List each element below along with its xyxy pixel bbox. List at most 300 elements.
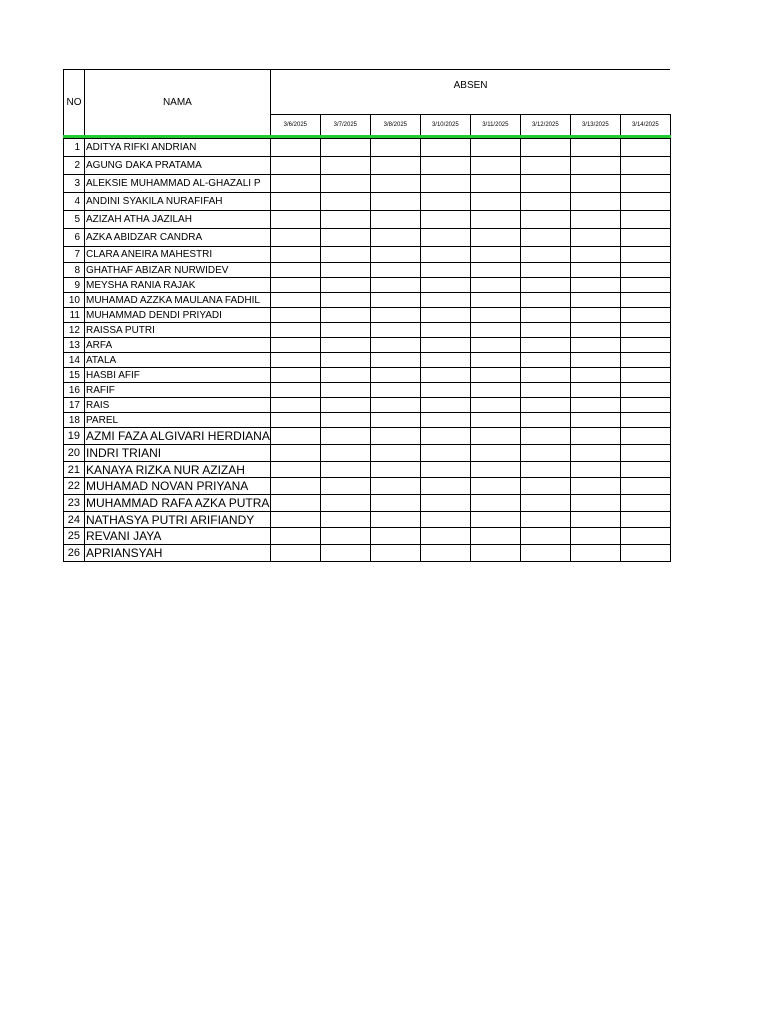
attendance-cell[interactable]	[370, 247, 420, 263]
attendance-cell[interactable]	[270, 338, 320, 353]
attendance-cell[interactable]	[470, 512, 520, 528]
attendance-cell[interactable]	[570, 139, 620, 157]
student-row	[64, 211, 671, 229]
attendance-cell[interactable]	[520, 445, 570, 462]
attendance-cell[interactable]	[520, 368, 570, 383]
attendance-cell[interactable]	[370, 139, 420, 157]
student-number: 12	[64, 323, 85, 338]
student-row	[64, 338, 671, 353]
header-row	[64, 70, 671, 115]
attendance-cell[interactable]	[270, 175, 320, 193]
student-number: 20	[64, 445, 85, 462]
attendance-cell[interactable]	[470, 308, 520, 323]
attendance-cell[interactable]	[520, 193, 570, 211]
student-name: MUHAMMAD DENDI PRIYADI	[85, 308, 271, 323]
attendance-cell[interactable]	[570, 193, 620, 211]
attendance-cell[interactable]	[370, 428, 420, 445]
student-number: 21	[64, 462, 85, 478]
attendance-cell[interactable]	[470, 353, 520, 368]
attendance-cell[interactable]	[320, 211, 370, 229]
attendance-cell[interactable]	[270, 398, 320, 413]
attendance-cell[interactable]	[320, 229, 370, 247]
student-number: 25	[64, 528, 85, 545]
attendance-cell[interactable]	[570, 478, 620, 495]
attendance-cell[interactable]	[570, 229, 620, 247]
attendance-cell[interactable]	[620, 383, 670, 398]
student-name: ALEKSIE MUHAMMAD AL-GHAZALI P	[85, 175, 271, 193]
student-name: ATALA	[85, 353, 271, 368]
attendance-cell[interactable]	[620, 428, 670, 445]
attendance-cell[interactable]	[470, 323, 520, 338]
student-number: 9	[64, 278, 85, 293]
student-number: 6	[64, 229, 85, 247]
attendance-cell[interactable]	[420, 428, 470, 445]
attendance-cell[interactable]	[570, 512, 620, 528]
attendance-cell[interactable]	[620, 353, 670, 368]
attendance-cell[interactable]	[320, 545, 370, 562]
attendance-cell[interactable]	[420, 528, 470, 545]
attendance-cell[interactable]	[320, 247, 370, 263]
attendance-cell[interactable]	[620, 528, 670, 545]
attendance-cell[interactable]	[570, 323, 620, 338]
attendance-cell[interactable]	[270, 247, 320, 263]
attendance-cell[interactable]	[520, 462, 570, 478]
attendance-cell[interactable]	[520, 383, 570, 398]
attendance-cell[interactable]	[620, 338, 670, 353]
attendance-cell[interactable]	[370, 263, 420, 278]
attendance-cell[interactable]	[270, 383, 320, 398]
attendance-cell[interactable]	[270, 545, 320, 562]
attendance-cell[interactable]	[520, 495, 570, 512]
attendance-cell[interactable]	[270, 278, 320, 293]
attendance-cell[interactable]	[370, 462, 420, 478]
student-number: 23	[64, 495, 85, 512]
attendance-cell[interactable]	[270, 353, 320, 368]
attendance-cell[interactable]	[420, 175, 470, 193]
attendance-cell[interactable]	[470, 528, 520, 545]
student-name: APRIANSYAH	[85, 545, 271, 562]
attendance-cell[interactable]	[270, 263, 320, 278]
student-name: HASBI AFIF	[85, 368, 271, 383]
attendance-cell[interactable]	[370, 175, 420, 193]
attendance-cell[interactable]	[320, 383, 370, 398]
attendance-cell[interactable]	[520, 478, 570, 495]
attendance-cell[interactable]	[520, 528, 570, 545]
attendance-cell[interactable]	[420, 308, 470, 323]
column-header-nama: NAMA	[85, 70, 271, 137]
attendance-cell[interactable]	[470, 263, 520, 278]
student-name: MUHAMAD AZZKA MAULANA FADHIL	[85, 293, 271, 308]
date-header: 3/14/2025	[620, 115, 670, 137]
attendance-cell[interactable]	[570, 383, 620, 398]
attendance-cell[interactable]	[270, 308, 320, 323]
attendance-cell[interactable]	[470, 211, 520, 229]
student-name: PAREL	[85, 413, 271, 428]
attendance-cell[interactable]	[570, 462, 620, 478]
student-row	[64, 398, 671, 413]
attendance-cell[interactable]	[470, 175, 520, 193]
student-roster	[64, 139, 671, 562]
attendance-cell[interactable]	[620, 293, 670, 308]
attendance-cell[interactable]	[420, 229, 470, 247]
attendance-cell[interactable]	[320, 512, 370, 528]
attendance-cell[interactable]	[570, 368, 620, 383]
attendance-cell[interactable]	[320, 462, 370, 478]
student-name: MEYSHA RANIA RAJAK	[85, 278, 271, 293]
student-name: GHATHAF ABIZAR NURWIDEV	[85, 263, 271, 278]
column-header-no: NO	[64, 70, 85, 137]
attendance-cell[interactable]	[470, 413, 520, 428]
student-number: 5	[64, 211, 85, 229]
attendance-cell[interactable]	[620, 495, 670, 512]
student-number: 19	[64, 428, 85, 445]
attendance-cell[interactable]	[620, 462, 670, 478]
attendance-cell[interactable]	[620, 478, 670, 495]
attendance-cell[interactable]	[420, 413, 470, 428]
attendance-cell[interactable]	[320, 413, 370, 428]
attendance-cell[interactable]	[470, 247, 520, 263]
student-row	[64, 263, 671, 278]
attendance-cell[interactable]	[370, 293, 420, 308]
attendance-cell[interactable]	[470, 462, 520, 478]
attendance-cell[interactable]	[520, 157, 570, 175]
attendance-cell[interactable]	[620, 211, 670, 229]
student-number: 15	[64, 368, 85, 383]
attendance-cell[interactable]	[470, 278, 520, 293]
student-row	[64, 545, 671, 562]
attendance-cell[interactable]	[470, 157, 520, 175]
attendance-cell[interactable]	[370, 157, 420, 175]
student-row	[64, 323, 671, 338]
attendance-cell[interactable]	[370, 193, 420, 211]
student-name: ADITYA RIFKI ANDRIAN	[85, 139, 271, 157]
attendance-cell[interactable]	[320, 263, 370, 278]
attendance-cell[interactable]	[520, 545, 570, 562]
attendance-cell[interactable]	[320, 353, 370, 368]
student-row	[64, 193, 671, 211]
date-header: 3/8/2025	[370, 115, 420, 137]
attendance-cell[interactable]	[620, 413, 670, 428]
student-number: 8	[64, 263, 85, 278]
student-row	[64, 512, 671, 528]
student-name: RAFIF	[85, 383, 271, 398]
attendance-cell[interactable]	[570, 398, 620, 413]
attendance-cell[interactable]	[320, 139, 370, 157]
attendance-cell[interactable]	[420, 157, 470, 175]
attendance-cell[interactable]	[570, 211, 620, 229]
date-header: 3/13/2025	[570, 115, 620, 137]
attendance-cell[interactable]	[620, 445, 670, 462]
attendance-cell[interactable]	[520, 139, 570, 157]
attendance-cell[interactable]	[620, 193, 670, 211]
attendance-cell[interactable]	[420, 512, 470, 528]
attendance-cell[interactable]	[620, 278, 670, 293]
attendance-cell[interactable]	[520, 338, 570, 353]
attendance-cell[interactable]	[420, 263, 470, 278]
attendance-cell[interactable]	[420, 445, 470, 462]
attendance-cell[interactable]	[320, 368, 370, 383]
attendance-cell[interactable]	[320, 308, 370, 323]
attendance-cell[interactable]	[570, 338, 620, 353]
date-header: 3/6/2025	[270, 115, 320, 137]
attendance-cell[interactable]	[420, 193, 470, 211]
attendance-cell[interactable]	[570, 308, 620, 323]
attendance-cell[interactable]	[570, 293, 620, 308]
attendance-cell[interactable]	[370, 278, 420, 293]
attendance-cell[interactable]	[270, 462, 320, 478]
attendance-cell[interactable]	[370, 545, 420, 562]
student-row	[64, 462, 671, 478]
attendance-cell[interactable]	[520, 175, 570, 193]
attendance-cell[interactable]	[620, 398, 670, 413]
attendance-cell[interactable]	[270, 368, 320, 383]
attendance-cell[interactable]	[270, 293, 320, 308]
attendance-cell[interactable]	[370, 229, 420, 247]
attendance-cell[interactable]	[270, 528, 320, 545]
date-header: 3/12/2025	[520, 115, 570, 137]
student-number: 10	[64, 293, 85, 308]
attendance-cell[interactable]	[420, 495, 470, 512]
student-number: 1	[64, 139, 85, 157]
attendance-cell[interactable]	[620, 263, 670, 278]
attendance-cell[interactable]	[320, 323, 370, 338]
student-name: ARFA	[85, 338, 271, 353]
attendance-cell[interactable]	[520, 308, 570, 323]
student-number: 11	[64, 308, 85, 323]
student-name: AZMI FAZA ALGIVARI HERDIANA	[86, 429, 270, 443]
date-header: 3/7/2025	[320, 115, 370, 137]
attendance-cell[interactable]	[470, 383, 520, 398]
attendance-cell[interactable]	[470, 293, 520, 308]
attendance-cell[interactable]	[320, 398, 370, 413]
attendance-cell[interactable]	[470, 398, 520, 413]
attendance-cell[interactable]	[620, 545, 670, 562]
attendance-cell[interactable]	[620, 229, 670, 247]
attendance-cell[interactable]	[320, 175, 370, 193]
student-name: AGUNG DAKA PRATAMA	[85, 157, 271, 175]
attendance-cell[interactable]	[620, 175, 670, 193]
student-row	[64, 413, 671, 428]
attendance-cell[interactable]	[420, 545, 470, 562]
student-row	[64, 308, 671, 323]
attendance-cell[interactable]	[370, 528, 420, 545]
student-name: RAISSA PUTRI	[85, 323, 271, 338]
attendance-cell[interactable]	[470, 445, 520, 462]
student-number: 3	[64, 175, 85, 193]
attendance-cell[interactable]	[520, 512, 570, 528]
attendance-cell[interactable]	[370, 211, 420, 229]
attendance-table	[63, 69, 671, 562]
student-row	[64, 528, 671, 545]
student-row	[64, 157, 671, 175]
attendance-cell[interactable]	[370, 338, 420, 353]
student-number: 17	[64, 398, 85, 413]
attendance-cell[interactable]	[320, 445, 370, 462]
attendance-cell[interactable]	[570, 495, 620, 512]
attendance-cell[interactable]	[570, 278, 620, 293]
student-number: 4	[64, 193, 85, 211]
attendance-cell[interactable]	[270, 445, 320, 462]
student-name: INDRI TRIANI	[85, 445, 271, 462]
student-name: KANAYA RIZKA NUR AZIZAH	[85, 462, 271, 478]
student-row	[64, 478, 671, 495]
student-name: AZKA ABIDZAR CANDRA	[85, 229, 271, 247]
attendance-cell[interactable]	[570, 445, 620, 462]
attendance-cell[interactable]	[370, 445, 420, 462]
attendance-cell[interactable]	[470, 545, 520, 562]
student-number: 13	[64, 338, 85, 353]
attendance-cell[interactable]	[570, 263, 620, 278]
attendance-cell[interactable]	[420, 247, 470, 263]
attendance-cell[interactable]	[420, 353, 470, 368]
attendance-cell[interactable]	[620, 308, 670, 323]
attendance-cell[interactable]	[270, 157, 320, 175]
attendance-cell[interactable]	[320, 495, 370, 512]
attendance-cell[interactable]	[470, 193, 520, 211]
student-row	[64, 229, 671, 247]
attendance-cell[interactable]	[420, 338, 470, 353]
attendance-cell[interactable]	[570, 157, 620, 175]
attendance-cell[interactable]	[320, 157, 370, 175]
attendance-cell[interactable]	[570, 247, 620, 263]
attendance-cell[interactable]	[320, 293, 370, 308]
student-number: 24	[64, 512, 85, 528]
attendance-cell[interactable]	[520, 428, 570, 445]
attendance-cell[interactable]	[370, 512, 420, 528]
attendance-cell[interactable]	[470, 495, 520, 512]
attendance-cell[interactable]	[270, 323, 320, 338]
attendance-cell[interactable]	[370, 413, 420, 428]
attendance-cell[interactable]	[420, 293, 470, 308]
attendance-cell[interactable]	[570, 545, 620, 562]
attendance-cell[interactable]	[520, 293, 570, 308]
attendance-cell[interactable]	[420, 139, 470, 157]
attendance-cell[interactable]	[370, 383, 420, 398]
student-row	[64, 247, 671, 263]
student-name: ANDINI SYAKILA NURAFIFAH	[85, 193, 271, 211]
student-number: 22	[64, 478, 85, 495]
attendance-cell[interactable]	[520, 278, 570, 293]
attendance-cell[interactable]	[320, 338, 370, 353]
attendance-cell[interactable]	[270, 478, 320, 495]
student-name: CLARA ANEIRA MAHESTRI	[85, 247, 271, 263]
attendance-cell[interactable]	[520, 247, 570, 263]
attendance-cell[interactable]	[370, 478, 420, 495]
attendance-cell[interactable]	[620, 323, 670, 338]
attendance-cell[interactable]	[570, 353, 620, 368]
attendance-cell[interactable]	[520, 263, 570, 278]
attendance-cell[interactable]	[470, 229, 520, 247]
attendance-cell[interactable]	[420, 323, 470, 338]
attendance-cell[interactable]	[370, 398, 420, 413]
attendance-cell[interactable]	[420, 211, 470, 229]
date-header: 3/10/2025	[420, 115, 470, 137]
student-row	[64, 428, 671, 445]
student-number: 18	[64, 413, 85, 428]
attendance-cell[interactable]	[370, 353, 420, 368]
student-number: 16	[64, 383, 85, 398]
attendance-cell[interactable]	[520, 323, 570, 338]
student-row	[64, 139, 671, 157]
attendance-cell[interactable]	[470, 428, 520, 445]
student-name: NATHASYA PUTRI ARIFIANDY	[85, 512, 271, 528]
student-name: RAIS	[85, 398, 271, 413]
date-header: 3/11/2025	[470, 115, 520, 137]
student-row	[64, 278, 671, 293]
attendance-cell[interactable]	[270, 193, 320, 211]
column-header-absen: ABSEN	[270, 70, 670, 115]
attendance-cell[interactable]	[420, 478, 470, 495]
attendance-cell[interactable]	[570, 428, 620, 445]
student-number: 26	[64, 545, 85, 562]
attendance-cell[interactable]	[270, 512, 320, 528]
attendance-cell[interactable]	[370, 495, 420, 512]
attendance-cell[interactable]	[470, 478, 520, 495]
attendance-cell[interactable]	[320, 528, 370, 545]
attendance-cell[interactable]	[570, 528, 620, 545]
attendance-cell[interactable]	[520, 353, 570, 368]
student-name: MUHAMMAD RAFA AZKA PUTRA	[86, 496, 270, 510]
student-row	[64, 293, 671, 308]
attendance-cell[interactable]	[420, 278, 470, 293]
attendance-cell[interactable]	[620, 368, 670, 383]
attendance-cell[interactable]	[270, 211, 320, 229]
attendance-cell[interactable]	[320, 428, 370, 445]
attendance-cell[interactable]	[620, 157, 670, 175]
attendance-cell[interactable]	[520, 398, 570, 413]
attendance-cell[interactable]	[520, 229, 570, 247]
attendance-cell[interactable]	[620, 512, 670, 528]
student-number: 14	[64, 353, 85, 368]
attendance-cell[interactable]	[320, 478, 370, 495]
attendance-cell[interactable]	[470, 139, 520, 157]
attendance-cell[interactable]	[420, 398, 470, 413]
attendance-cell[interactable]	[270, 413, 320, 428]
attendance-cell[interactable]	[320, 193, 370, 211]
attendance-cell[interactable]	[320, 278, 370, 293]
attendance-cell[interactable]	[620, 139, 670, 157]
attendance-cell[interactable]	[570, 413, 620, 428]
attendance-cell[interactable]	[270, 495, 320, 512]
attendance-cell[interactable]	[270, 428, 320, 445]
attendance-cell[interactable]	[370, 323, 420, 338]
student-name: REVANI JAYA	[85, 528, 271, 545]
student-row	[64, 353, 671, 368]
attendance-cell[interactable]	[420, 462, 470, 478]
attendance-cell[interactable]	[420, 368, 470, 383]
attendance-cell[interactable]	[420, 383, 470, 398]
student-number: 7	[64, 247, 85, 263]
attendance-cell[interactable]	[620, 247, 670, 263]
student-name: MUHAMAD NOVAN PRIYANA	[85, 478, 271, 495]
attendance-cell[interactable]	[520, 413, 570, 428]
attendance-cell[interactable]	[270, 229, 320, 247]
student-row	[64, 368, 671, 383]
student-row	[64, 383, 671, 398]
student-number: 2	[64, 157, 85, 175]
attendance-cell[interactable]	[570, 175, 620, 193]
attendance-cell[interactable]	[520, 211, 570, 229]
attendance-cell[interactable]	[270, 139, 320, 157]
attendance-cell[interactable]	[470, 368, 520, 383]
attendance-cell[interactable]	[370, 308, 420, 323]
student-name: AZIZAH ATHA JAZILAH	[85, 211, 271, 229]
student-row	[64, 495, 671, 512]
attendance-cell[interactable]	[470, 338, 520, 353]
student-row	[64, 445, 671, 462]
student-row	[64, 175, 671, 193]
attendance-cell[interactable]	[370, 368, 420, 383]
